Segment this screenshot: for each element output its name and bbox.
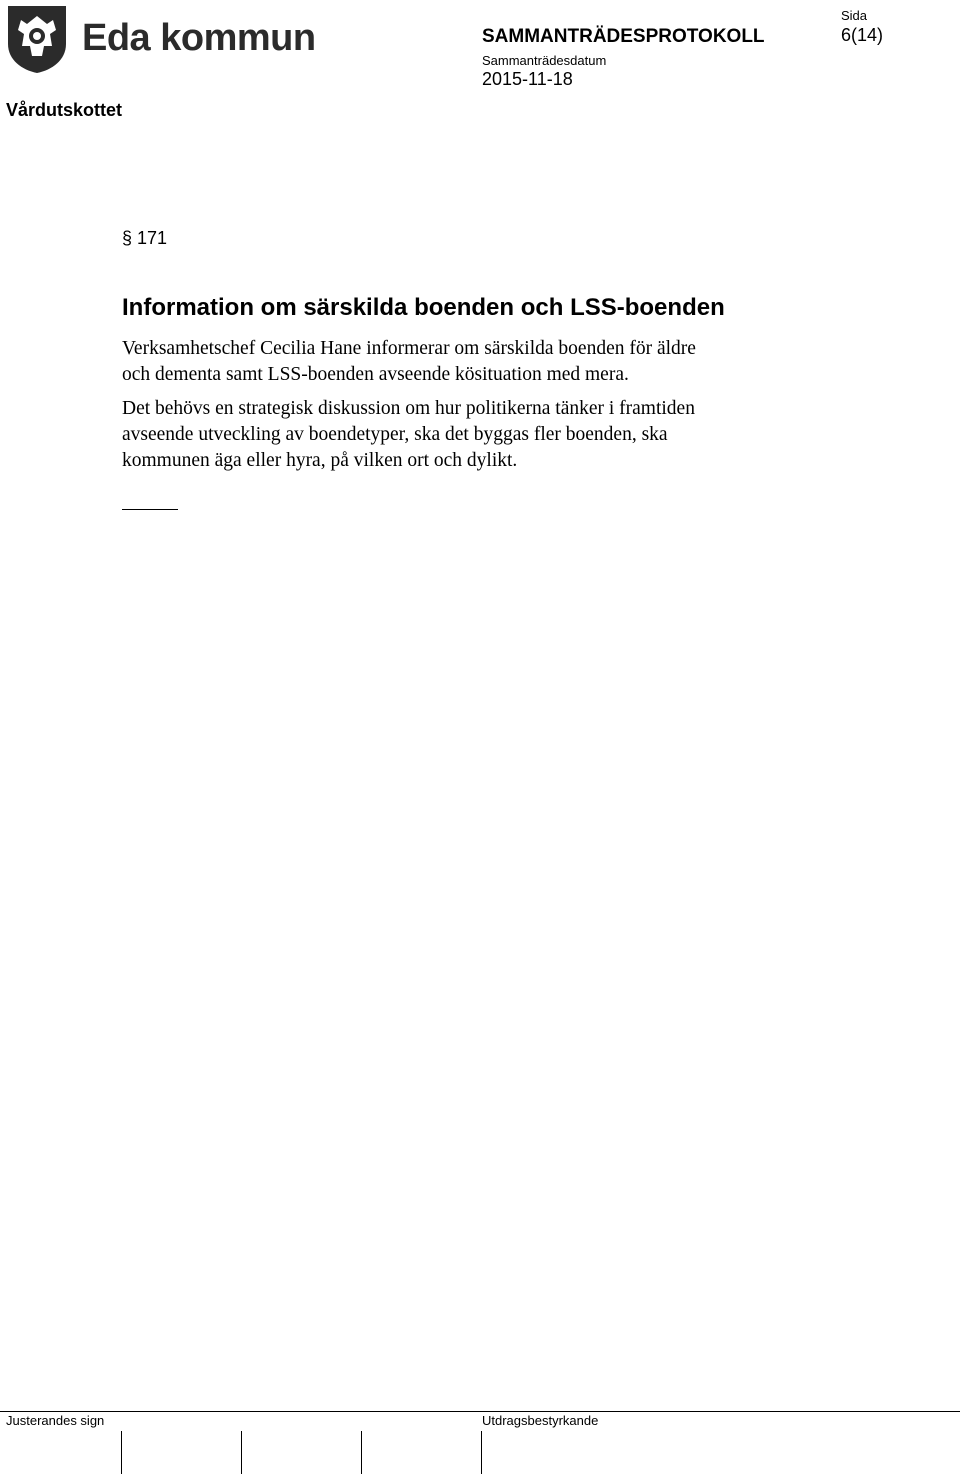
signature-box-divider xyxy=(121,1431,122,1474)
signature-box-divider xyxy=(481,1431,482,1474)
logo-wordmark: Eda kommun xyxy=(82,17,316,59)
signature-box-divider xyxy=(241,1431,242,1474)
paragraph-1-line: Verksamhetschef Cecilia Hane informerar om särskilda boenden för äldre xyxy=(122,338,696,359)
section-end-rule xyxy=(122,509,178,510)
page-number: 6(14) xyxy=(841,25,884,45)
paragraph-1 xyxy=(122,336,842,388)
municipal-coat-of-arms-icon xyxy=(6,4,68,74)
paragraph-2-line: Det behövs en strategisk diskussion om hur politikerna tänker i framtiden xyxy=(122,398,695,419)
paragraph-number: § 171 xyxy=(122,228,168,248)
paragraph-1-line: och dementa samt LSS-boenden avseende kösituation med mera. xyxy=(122,364,629,385)
committee-name: Vårdutskottet xyxy=(6,100,123,120)
utdragsbestyrkande-label: Utdragsbestyrkande xyxy=(482,1413,599,1428)
meeting-date-label: Sammanträdesdatum xyxy=(482,53,607,68)
eda-kommun-logo xyxy=(6,4,316,74)
paragraph-2-line: avseende utveckling av boendetyper, ska det byggas fler boenden, ska xyxy=(122,424,668,445)
paragraph-2 xyxy=(122,396,842,474)
footer-divider xyxy=(0,1411,960,1412)
signature-box-divider xyxy=(361,1431,362,1474)
page-label: Sida xyxy=(841,8,868,23)
meeting-date-value: 2015-11-18 xyxy=(482,69,573,89)
justerandes-sign-label: Justerandes sign xyxy=(6,1413,105,1428)
document-title: SAMMANTRÄDESPROTOKOLL xyxy=(482,26,765,47)
paragraph-2-line: kommunen äga eller hyra, på vilken ort och dylikt. xyxy=(122,450,518,471)
section-title: Information om särskilda boenden och LSS-boenden xyxy=(122,294,725,321)
